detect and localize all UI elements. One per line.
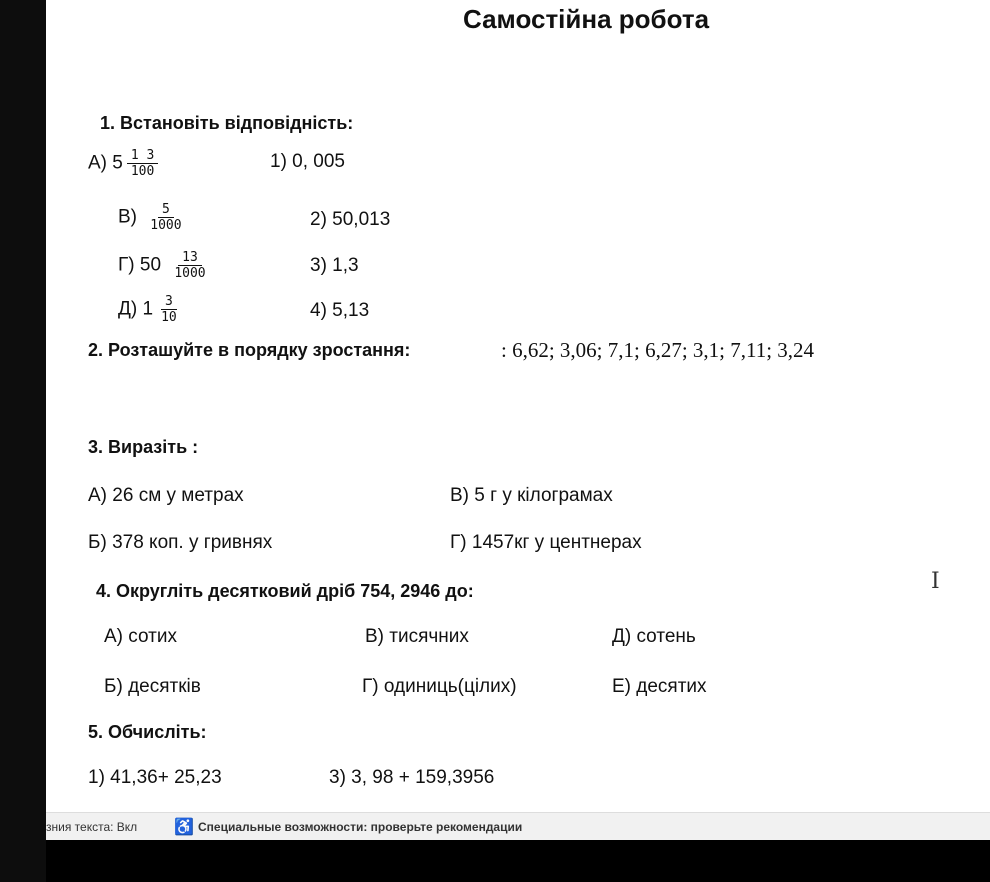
text-cursor-icon: I (931, 569, 940, 594)
left-dark-bar (0, 0, 46, 882)
task4-item-b: Б) десятків (104, 676, 201, 697)
task3-item-b: Б) 378 коп. у гривнях (88, 532, 273, 553)
task4-item-e: Е) десятих (612, 676, 707, 697)
task4-heading: 4. Округліть десятковий дріб 754, 2946 до: (96, 581, 474, 601)
task1-option-d: Д) 1 $\frac{3}{10}$ (118, 294, 181, 325)
status-accessibility[interactable]: Специальные возможности: проверьте рекомендации (198, 820, 523, 834)
task2-values: : 6,62; 3,06; 7,1; 6,27; 3,1; 7,11; 3,24 (501, 338, 815, 362)
status-bar (46, 812, 990, 841)
task1-answer-2: 2) 50,013 (310, 209, 391, 230)
task5-item-3: 3) 3, 98 + 159,3956 (329, 767, 495, 788)
task4-item-g: Г) одиниць(цілих) (362, 676, 517, 697)
task1-answer-1: 1) 0, 005 (270, 151, 345, 172)
task4-item-a: А) сотих (104, 626, 177, 647)
task3-item-g: Г) 1457кг у центнерах (450, 532, 642, 553)
fraction: $\frac{1 3}{100}$ (127, 148, 158, 179)
fraction: $\frac{3}{10}$ (161, 294, 177, 325)
accessibility-icon: ♿ (174, 819, 194, 836)
task1-answer-3: 3) 1,3 (310, 255, 359, 276)
page-title: Самостійна робота (463, 4, 710, 34)
task4-item-v: В) тисячних (365, 626, 469, 647)
task4-item-d: Д) сотень (612, 626, 696, 647)
document-page (46, 0, 990, 812)
task1-option-a: А) 5 $\frac{1 3}{100}$ (88, 148, 158, 179)
task1-heading: 1. Встановіть відповідність: (100, 113, 354, 133)
task3-item-v: В) 5 г у кілограмах (450, 485, 613, 506)
task1-option-v: В) $\frac{5}{1000}$ (118, 202, 186, 233)
status-text-input-mode[interactable]: зния текста: Вкл (46, 820, 138, 834)
task3-heading: 3. Виразіть : (88, 437, 199, 457)
fraction: $\frac{5}{1000}$ (150, 202, 182, 233)
task1-answer-4: 4) 5,13 (310, 300, 370, 321)
bottom-black-area (46, 840, 990, 882)
task5-heading: 5. Обчисліть: (88, 722, 207, 742)
task3-item-a: А) 26 см у метрах (88, 485, 244, 506)
task1-option-g: Г) 50 $\frac{13}{1000}$ (118, 250, 210, 281)
task5-item-1: 1) 41,36+ 25,23 (88, 767, 222, 788)
fraction: $\frac{13}{1000}$ (174, 250, 206, 281)
task2-heading: 2. Розташуйте в порядку зростання: (88, 340, 411, 360)
